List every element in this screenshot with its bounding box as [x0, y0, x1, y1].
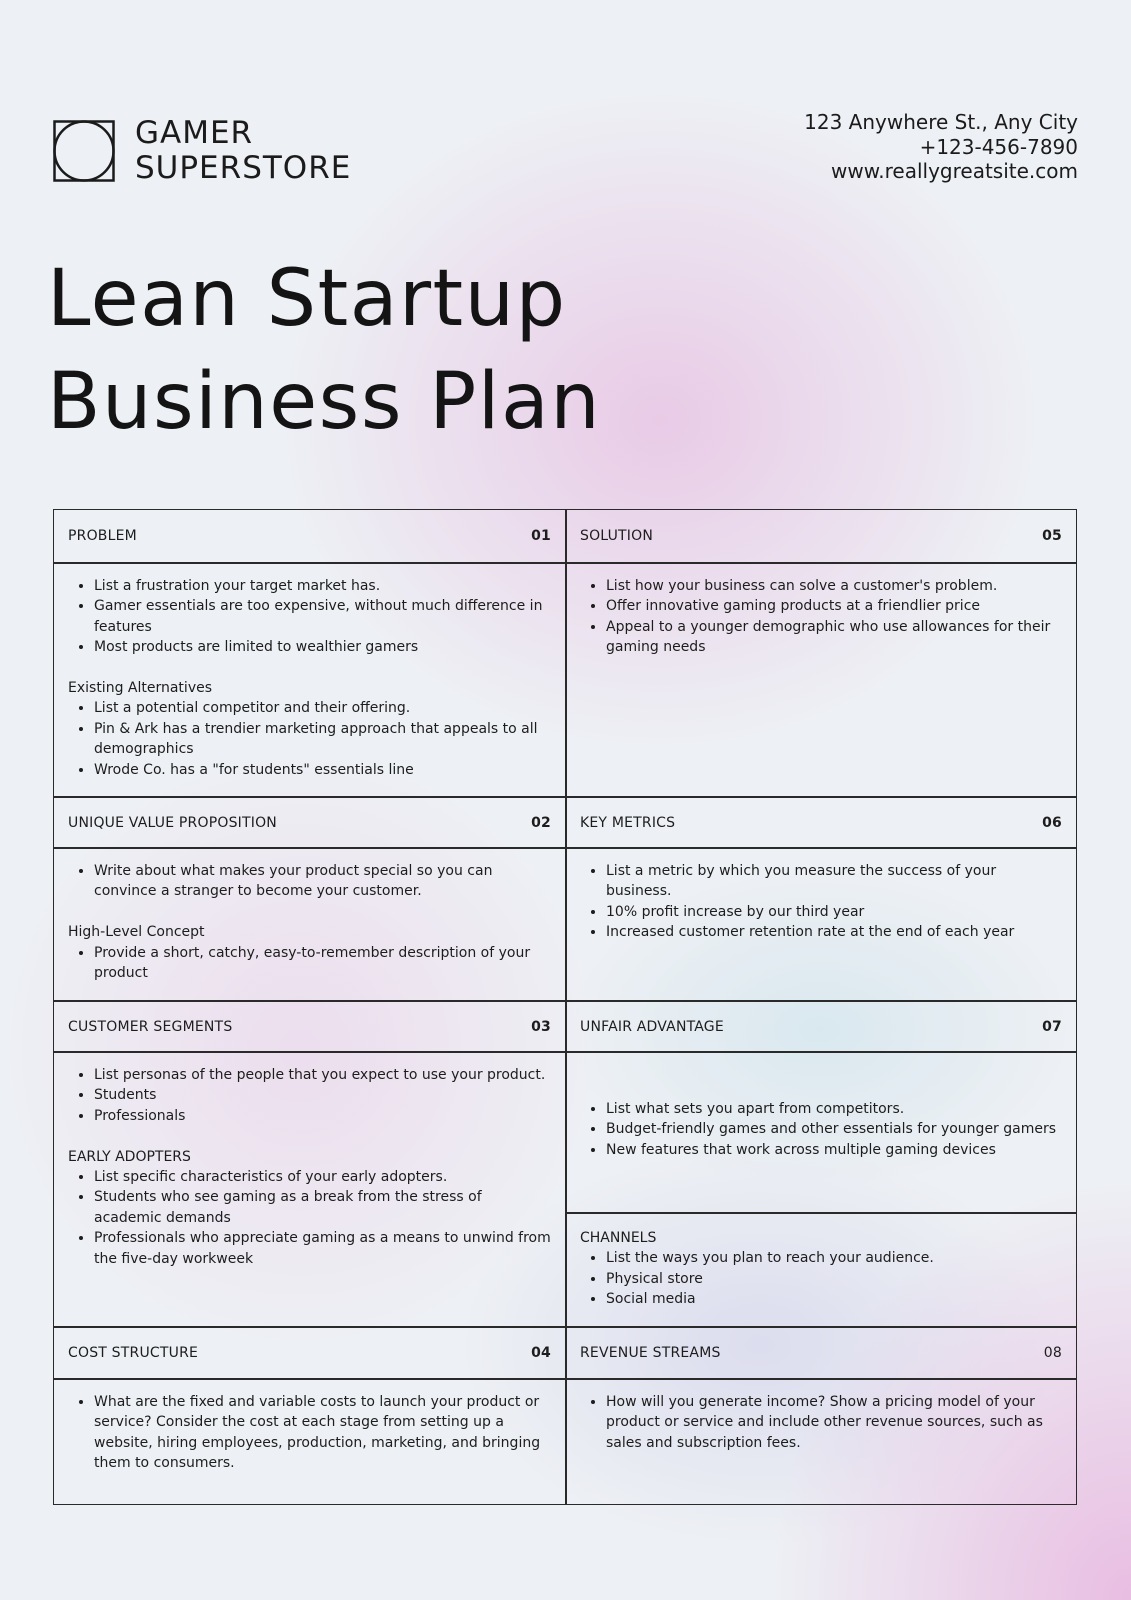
contact-website: www.reallygreatsite.com: [831, 159, 1078, 183]
key-metrics-header: [566, 797, 1076, 848]
list-item: • Offer innovative gaming products at a friendlier price: [606, 596, 1062, 616]
list-item: • List specific characteristics of your early adopters.: [94, 1167, 551, 1187]
list-item: • Provide a short, catchy, easy-to-remember description of your product: [94, 943, 551, 984]
lean-canvas-grid: [53, 509, 1077, 1505]
uvp-number: 02: [531, 814, 551, 831]
list-item: • Physical store: [606, 1269, 1062, 1289]
solution-header: [566, 510, 1076, 561]
list-item: • Professionals who appreciate gaming as a means to unwind from the five-day workweek: [94, 1228, 551, 1269]
solution-label: SOLUTION: [580, 527, 654, 544]
uvp-body: [54, 848, 565, 1000]
key-metrics-list: [580, 861, 1062, 943]
channels-body: [566, 1213, 1076, 1326]
unfair-advantage-header: [566, 1001, 1076, 1052]
list-item: • Write about what makes your product special so you can convince a stranger to become your customer.: [94, 861, 551, 902]
unfair-advantage-list: [580, 1099, 1062, 1160]
problem-list: [68, 576, 551, 658]
list-item: • Most products are limited to wealthier gamers: [94, 637, 551, 657]
channels-label: CHANNELS: [580, 1230, 657, 1246]
cost-structure-label: COST STRUCTURE: [68, 1344, 199, 1361]
problem-label: PROBLEM: [68, 527, 137, 544]
page-title-line1: Lean Startup: [47, 254, 567, 344]
contact-info: [804, 110, 1078, 184]
list-item: • List a frustration your target market has.: [94, 576, 551, 596]
page-title-line2: Business Plan: [47, 357, 602, 447]
contact-phone: +123-456-7890: [919, 134, 1078, 159]
key-metrics-number: 06: [1042, 814, 1062, 831]
problem-body: [54, 563, 565, 796]
unfair-advantage-label: UNFAIR ADVANTAGE: [580, 1018, 724, 1035]
cost-structure-number: 04: [531, 1344, 551, 1361]
uvp-sub-label: High-Level Concept: [68, 924, 205, 941]
circle-in-square-logo-icon: [53, 120, 115, 182]
cost-structure-list: [68, 1392, 551, 1474]
list-item: • 10% profit increase by our third year: [606, 902, 1062, 922]
list-item: • Pin & Ark has a trendier marketing approach that appeals to all demographics: [94, 719, 551, 760]
customer-segments-list: [68, 1065, 551, 1126]
page-title: [47, 248, 601, 454]
list-item: • Students: [94, 1085, 551, 1105]
list-item: • Appeal to a younger demographic who use allowances for their gaming needs: [606, 617, 1062, 658]
list-item: • Increased customer retention rate at the end of each year: [606, 922, 1062, 942]
revenue-streams-list: [580, 1392, 1062, 1453]
brand-name-line2: SUPERSTORE: [135, 150, 352, 186]
list-item: • Gamer essentials are too expensive, without much difference in features: [94, 596, 551, 637]
channels-list: [580, 1248, 1062, 1309]
list-item: • List the ways you plan to reach your audience.: [606, 1248, 1062, 1268]
revenue-streams-body: [566, 1379, 1076, 1504]
key-metrics-label: KEY METRICS: [580, 814, 676, 831]
solution-number: 05: [1042, 527, 1062, 544]
revenue-streams-number: 08: [1043, 1344, 1062, 1361]
customer-segments-body: [54, 1052, 565, 1326]
problem-sub-list: [68, 698, 551, 780]
uvp-sub-list: [68, 943, 551, 984]
list-item: • Students who see gaming as a break from the stress of academic demands: [94, 1187, 551, 1228]
uvp-list: [68, 861, 551, 902]
customer-segments-label: CUSTOMER SEGMENTS: [68, 1018, 233, 1035]
list-item: • List a potential competitor and their offering.: [94, 698, 551, 718]
customer-segments-header: [54, 1001, 565, 1052]
list-item: • List what sets you apart from competitors.: [606, 1099, 1062, 1119]
revenue-streams-header: [566, 1327, 1076, 1378]
list-item: • List a metric by which you measure the success of your business.: [606, 861, 1062, 902]
list-item: • What are the fixed and variable costs to launch your product or service? Consider the cost at each stage from setting up a website, hiring employees, production, marketing, and bringing them to consumers.: [94, 1392, 551, 1474]
early-adopters-label: EARLY ADOPTERS: [68, 1148, 191, 1165]
brand-logo: [53, 116, 351, 186]
cost-structure-header: [54, 1327, 565, 1378]
list-item: • Wrode Co. has a "for students" essentials line: [94, 760, 551, 780]
uvp-header: [54, 797, 565, 848]
cost-structure-body: [54, 1379, 565, 1504]
problem-sub-label: Existing Alternatives: [68, 680, 213, 697]
unfair-advantage-body: [566, 1052, 1076, 1212]
list-item: • How will you generate income? Show a pricing model of your product or service and include other revenue sources, such as sales and subscription fees.: [606, 1392, 1062, 1453]
uvp-label: UNIQUE VALUE PROPOSITION: [68, 814, 277, 831]
list-item: • List how your business can solve a customer's problem.: [606, 576, 1062, 596]
key-metrics-body: [566, 848, 1076, 1000]
solution-list: [580, 576, 1062, 658]
early-adopters-list: [68, 1167, 551, 1269]
problem-header: [54, 510, 565, 561]
customer-segments-number: 03: [531, 1018, 551, 1035]
brand-name: [135, 116, 351, 186]
list-item: • Professionals: [94, 1106, 551, 1126]
list-item: • Budget-friendly games and other essentials for younger gamers: [606, 1119, 1062, 1139]
list-item: • Social media: [606, 1289, 1062, 1309]
list-item: • New features that work across multiple gaming devices: [606, 1140, 1062, 1160]
revenue-streams-label: REVENUE STREAMS: [580, 1344, 721, 1361]
brand-name-line1: GAMER: [135, 115, 254, 151]
unfair-advantage-number: 07: [1042, 1018, 1062, 1035]
solution-body: [566, 563, 1076, 796]
contact-address: 123 Anywhere St., Any City: [804, 110, 1078, 134]
list-item: • List personas of the people that you expect to use your product.: [94, 1065, 551, 1085]
problem-number: 01: [531, 527, 551, 544]
